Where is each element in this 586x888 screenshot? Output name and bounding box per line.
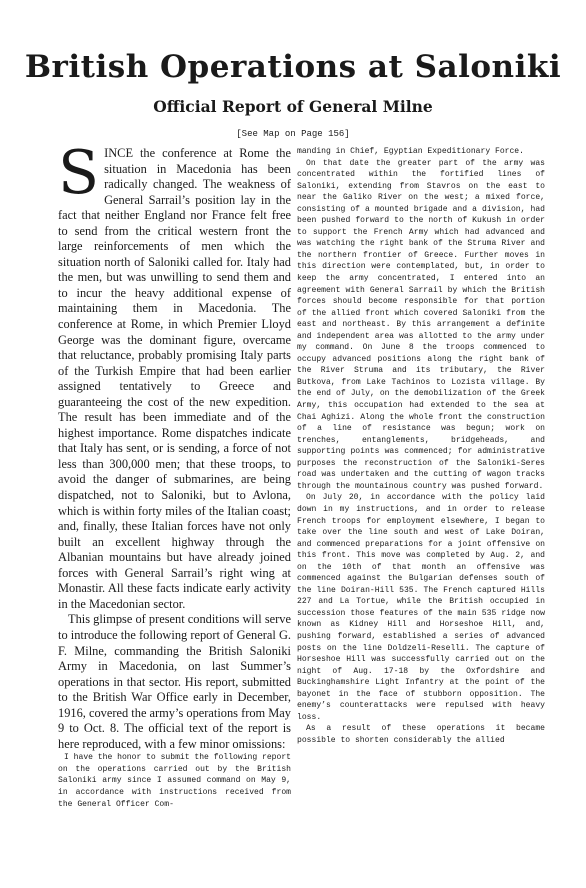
left-column: [58, 138, 291, 810]
report-paragraph-2: On that date the greater part of the army was concentrated within the fortified lines of Saloniki, extending from Stavros on the east to near the Galiko River on the west; a mixed force, consisting of a mounted brigade and a division, had been pushed forward to the north of Kukush in order to support the French Army which had advanced and was watching the right bank of the Struma River and the northern frontier of Greece. Further moves in this direction were contemplated, but, in order to keep the army concentrated, I entered into an agreement with General Sarrail by which the British forces should become responsible for that portion of the allied front which covered Saloniki from the east and northeast. By this arrangement a definite and independent area was allotted to the army under my command. On June 8 the troops commenced to occupy advanced positions along the right bank of the River Struma and its tributary, the River Butkova, from Lake Tachinos to Lozista village. By the end of July, on the demobilization of the Greek Army, this occupation had extended to the sea at Chai Aghizi. Along the whole front the construction of a line of resistance was begun; work on trenches, entanglements, bridgeheads, and supporting points was commenced; for administrative purposes the reconstruction of the Saloniki-Seres road was undertaken and the cutting of wagon tracks through the mountainous country was pushed forward.: [297, 158, 545, 491]
report-paragraph-4: As a result of these operations it became possible to shorten considerably the allied: [297, 724, 545, 745]
article-title: British Operations at Saloniki: [24, 49, 562, 85]
right-column: [297, 146, 545, 746]
intro-paragraph-2: This glimpse of present conditions will serve to introduce the following report of General G. F. Milne, commanding the British Saloniki Army in Macedonia, on last Summer’s operations in that sector. His report, submitted to the British War Office early in December, 1916, covered the army’s operations from May 9 to Oct. 8. The official text of the report is here reproduced, with a few minor omissions:: [58, 612, 291, 751]
map-reference-note: [See Map on Page 156]: [236, 129, 350, 139]
intro-paragraph-text: INCE the conference at Rome the situation in Macedonia has been radically changed. The weakness of General Sarrail’s position lay in the fact that neither England nor France felt free to send from the critical western front the large reinforcements of men which the situation north of Saloniki called for. Italy had the men, but was unwilling to send them and to incur the heavy additional expense of maintaining them in Macedonia. The conference at Rome, in which Premier Lloyd George was the dominant figure, overcame that reluctance, probably promising Italy parts of the Turkish Empire that had been earlier assigned tentatively to Greece and guaranteeing the cost of the new expedition. The result has been immediate and of the highest importance. Rome dispatches indicate that Italy has sent, or is sending, a force of not less than 300,000 men; that these troops, to avoid the danger of submarines, are being dispatched, not to Saloniki, but to Avlona, which is within forty miles of the Italian coast; and, finally, these Italian forces have not only built an excellent highway through the Albanian mountains but have already joined forces with General Sarrail’s right wing at Monastir. All these facts indicate early activity in the Macedonian sector.: [58, 146, 291, 611]
intro-paragraph: [58, 138, 291, 612]
report-paragraph-continued: manding in Chief, Egyptian Expeditionary Force.: [297, 147, 524, 156]
drop-cap: S: [58, 138, 100, 208]
report-paragraph: I have the honor to submit the following report on the operations carried out by the British Saloniki army since I assumed command on May 9, in accordance with instructions received from the General Officer Com-: [58, 753, 291, 809]
report-paragraph-3: On July 20, in accordance with the policy laid down in my instructions, and in order to release French troops for employment elsewhere, I began to take over the line south and west of Lake Doiran, and commenced preparations for a joint offensive on this front. This move was completed by Aug. 2, and on the 10th of that month an offensive was commenced against the Bulgarian defenses south of the line Doiran-Hill 535. The French captured Hills 227 and La Tortue, while the British occupied in succession those features of the main 535 ridge now known as Kidney Hill and Horseshoe Hill, and, pushing forward, established a series of advanced posts on the line Doldzeli-Reselli. The capture of Horseshoe Hill was successfully carried out on the night of Aug. 17-18 by the Oxfordshire and Buckinghamshire Light Infantry at the point of the bayonet in the face of stubborn opposition. The enemy’s counterattacks were repulsed with heavy loss.: [297, 493, 545, 722]
article-subtitle: Official Report of General Milne: [153, 97, 433, 116]
